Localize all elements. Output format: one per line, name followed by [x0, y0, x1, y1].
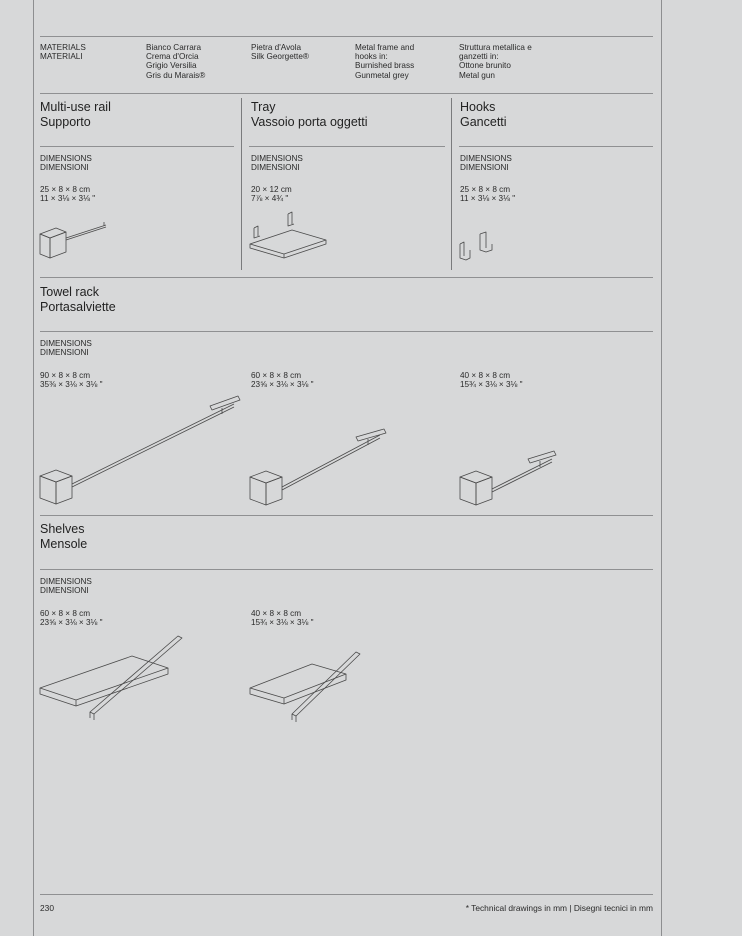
stones-list-a: Bianco Carrara Crema d'Orcia Grigio Versilia Gris du Marais®	[146, 43, 206, 80]
rail-dimensions-label: DIMENSIONS DIMENSIONI	[40, 154, 92, 173]
towel-rack-60-drawing	[248, 425, 393, 510]
metal-finish-en: Metal frame and hooks in: Burnished brass Gunmetal grey	[355, 43, 415, 80]
hooks-title: Hooks Gancetti	[460, 100, 507, 129]
page-number: 230	[40, 903, 54, 913]
shelves-title: Shelves Mensole	[40, 522, 88, 551]
column-divider-1	[241, 98, 242, 270]
column-divider-2	[451, 98, 452, 270]
towel-rack-size-60: 60 × 8 × 8 cm 23⅝ × 3⅛ × 3⅛ "	[251, 371, 314, 390]
shelf-40-drawing	[248, 642, 368, 722]
shelves-dimensions-label: DIMENSIONS DIMENSIONI	[40, 577, 92, 596]
towel-rack-size-40: 40 × 8 × 8 cm 15¾ × 3⅛ × 3⅛ "	[460, 371, 523, 390]
top-rule	[40, 36, 653, 37]
footer-rule	[40, 894, 653, 895]
hooks-dimensions-label: DIMENSIONS DIMENSIONI	[460, 154, 512, 173]
towel-rack-size-90: 90 × 8 × 8 cm 35⅜ × 3⅛ × 3⅛ "	[40, 371, 103, 390]
tray-dimensions-label: DIMENSIONS DIMENSIONI	[251, 154, 303, 173]
stones-list-b: Pietra d'Avola Silk Georgette®	[251, 43, 309, 62]
section-rule-shelves	[40, 515, 653, 516]
towel-rack-90-drawing	[38, 392, 248, 510]
towel-rack-subrule	[40, 331, 653, 332]
tray-drawing	[246, 208, 336, 263]
materials-label: MATERIALS MATERIALI	[40, 43, 86, 62]
hooks-dimensions: 25 × 8 × 8 cm 11 × 3⅛ × 3⅛ "	[460, 185, 516, 204]
rail-rule	[40, 146, 234, 147]
right-margin-line	[661, 0, 662, 936]
towel-rack-40-drawing	[458, 447, 563, 510]
section-rule-towel	[40, 277, 653, 278]
tray-title: Tray Vassoio porta oggetti	[251, 100, 368, 129]
rail-title: Multi-use rail Supporto	[40, 100, 111, 129]
metal-finish-it: Struttura metallica e ganzetti in: Ottone brunito Metal gun	[459, 43, 532, 80]
footer-note: * Technical drawings in mm | Disegni tecnici in mm	[465, 903, 653, 913]
tray-rule	[249, 146, 445, 147]
hooks-drawing	[456, 228, 506, 268]
shelf-size-60: 60 × 8 × 8 cm 23⅝ × 3⅛ × 3⅛ "	[40, 609, 103, 628]
left-margin-line	[33, 0, 34, 936]
rail-dimensions: 25 × 8 × 8 cm 11 × 3⅛ × 3⅛ "	[40, 185, 96, 204]
shelves-subrule	[40, 569, 653, 570]
multi-use-rail-drawing	[38, 220, 118, 265]
materials-rule	[40, 93, 653, 94]
towel-rack-dimensions-label: DIMENSIONS DIMENSIONI	[40, 339, 92, 358]
tray-dimensions: 20 × 12 cm 7⅞ × 4¾ "	[251, 185, 292, 204]
shelf-60-drawing	[38, 632, 188, 722]
towel-rack-title: Towel rack Portasalviette	[40, 285, 116, 314]
hooks-rule	[459, 146, 653, 147]
shelf-size-40: 40 × 8 × 8 cm 15¾ × 3⅛ × 3⅛ "	[251, 609, 314, 628]
